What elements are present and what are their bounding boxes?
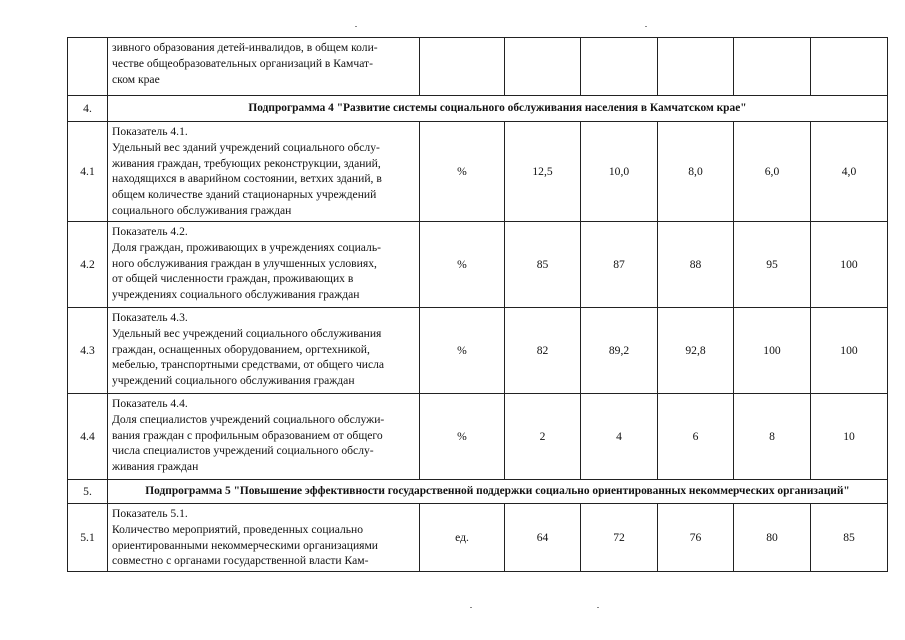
row-number: 4. — [68, 96, 108, 122]
subprogram-title: Подпрограмма 5 "Повышение эффективности государственной поддержки социально ориентированных некоммерческих организаций" — [108, 480, 888, 504]
unit-cell: % — [420, 222, 505, 308]
description-line: живания граждан — [112, 460, 199, 474]
description-line: ском крае — [112, 72, 160, 86]
value-cell: 64 — [505, 504, 581, 572]
value-cell: 85 — [811, 504, 888, 572]
scan-speck — [645, 26, 647, 27]
table-row — [68, 122, 888, 222]
description-line: Удельный вес учреждений социального обслуживания — [112, 326, 382, 340]
value-cell: 87 — [581, 222, 658, 308]
value-cell: 8 — [734, 394, 811, 480]
value-cell: 82 — [505, 308, 581, 394]
description-line: Доля граждан, проживающих в учреждениях социаль- — [112, 240, 381, 254]
description-line: живания граждан, требующих реконструкции, зданий, — [112, 156, 381, 170]
indicator-description — [108, 38, 420, 96]
description-line: Показатель 4.2. — [112, 225, 188, 238]
row-number: 5.1 — [68, 504, 108, 572]
value-cell: 4,0 — [811, 122, 888, 222]
value-cell — [811, 38, 888, 96]
value-cell: 2 — [505, 394, 581, 480]
description-line: числа специалистов учреждений социального обслу- — [112, 444, 374, 458]
description-line: ного обслуживания граждан в улучшенных условиях, — [112, 256, 377, 270]
indicator-description — [108, 394, 420, 480]
row-number: 5. — [68, 480, 108, 504]
value-cell: 89,2 — [581, 308, 658, 394]
table-row — [68, 222, 888, 308]
description-line: Показатель 4.3. — [112, 311, 188, 324]
indicator-description — [108, 504, 420, 572]
value-cell: 72 — [581, 504, 658, 572]
unit-cell: ед. — [420, 504, 505, 572]
description-line: находящихся в аварийном состоянии, ветхих зданий, в — [112, 172, 382, 186]
description-line: Количество мероприятий, проведенных социально — [112, 522, 364, 536]
subprogram-title: Подпрограмма 4 "Развитие системы социального обслуживания населения в Камчатском крае" — [108, 96, 888, 122]
description-line: Показатель 4.1. — [112, 125, 188, 138]
value-cell — [581, 38, 658, 96]
value-cell: 6,0 — [734, 122, 811, 222]
description-line: граждан, оснащенных оборудованием, оргтехникой, — [112, 342, 370, 356]
value-cell: 85 — [505, 222, 581, 308]
value-cell: 100 — [811, 222, 888, 308]
description-line: социального обслуживания граждан — [112, 203, 292, 217]
unit-cell: % — [420, 394, 505, 480]
description-line: общем количестве зданий стационарных учреждений — [112, 188, 377, 202]
scan-speck — [470, 607, 472, 608]
row-number: 4.3 — [68, 308, 108, 394]
row-number: 4.1 — [68, 122, 108, 222]
description-line: Удельный вес зданий учреждений социального обслу- — [112, 140, 380, 154]
value-cell: 6 — [658, 394, 734, 480]
description-line: ориентированными некоммерческими организациями — [112, 538, 379, 552]
description-line: вания граждан с профильным образованием от общего — [112, 428, 383, 442]
value-cell: 76 — [658, 504, 734, 572]
value-cell: 100 — [734, 308, 811, 394]
value-cell — [505, 38, 581, 96]
description-line: от общей численности граждан, проживающих в — [112, 272, 354, 286]
description-line: Показатель 5.1. — [112, 507, 188, 520]
indicator-description — [108, 122, 420, 222]
value-cell: 12,5 — [505, 122, 581, 222]
unit-cell: % — [420, 122, 505, 222]
indicators-table — [67, 37, 888, 572]
table-body — [68, 38, 888, 572]
description-line: Показатель 4.4. — [112, 397, 188, 410]
value-cell: 80 — [734, 504, 811, 572]
table-row — [68, 38, 888, 96]
section-row — [68, 96, 888, 122]
description-line: учреждений социального обслуживания граждан — [112, 374, 355, 388]
value-cell: 4 — [581, 394, 658, 480]
value-cell — [734, 38, 811, 96]
value-cell: 95 — [734, 222, 811, 308]
value-cell: 92,8 — [658, 308, 734, 394]
description-line: мебелью, транспортными средствами, от общего числа — [112, 358, 385, 372]
section-row — [68, 480, 888, 504]
indicator-description — [108, 222, 420, 308]
row-number: 4.2 — [68, 222, 108, 308]
table-row — [68, 394, 888, 480]
indicator-description — [108, 308, 420, 394]
description-line: Доля специалистов учреждений социального обслужи- — [112, 412, 385, 426]
value-cell: 10 — [811, 394, 888, 480]
value-cell: 88 — [658, 222, 734, 308]
row-number: 4.4 — [68, 394, 108, 480]
value-cell: 100 — [811, 308, 888, 394]
scan-speck — [355, 26, 357, 27]
table-row — [68, 308, 888, 394]
row-number — [68, 38, 108, 96]
table-row — [68, 504, 888, 572]
description-line: учреждениях социального обслуживания граждан — [112, 288, 360, 302]
value-cell — [658, 38, 734, 96]
unit-cell: % — [420, 308, 505, 394]
description-line: честве общеобразовательных организаций в Камчат- — [112, 56, 373, 70]
description-line: зивного образования детей-инвалидов, в общем коли- — [112, 41, 378, 54]
scan-speck — [597, 607, 599, 608]
unit-cell — [420, 38, 505, 96]
value-cell: 10,0 — [581, 122, 658, 222]
description-line: совместно с органами государственной власти Кам- — [112, 554, 369, 568]
value-cell: 8,0 — [658, 122, 734, 222]
